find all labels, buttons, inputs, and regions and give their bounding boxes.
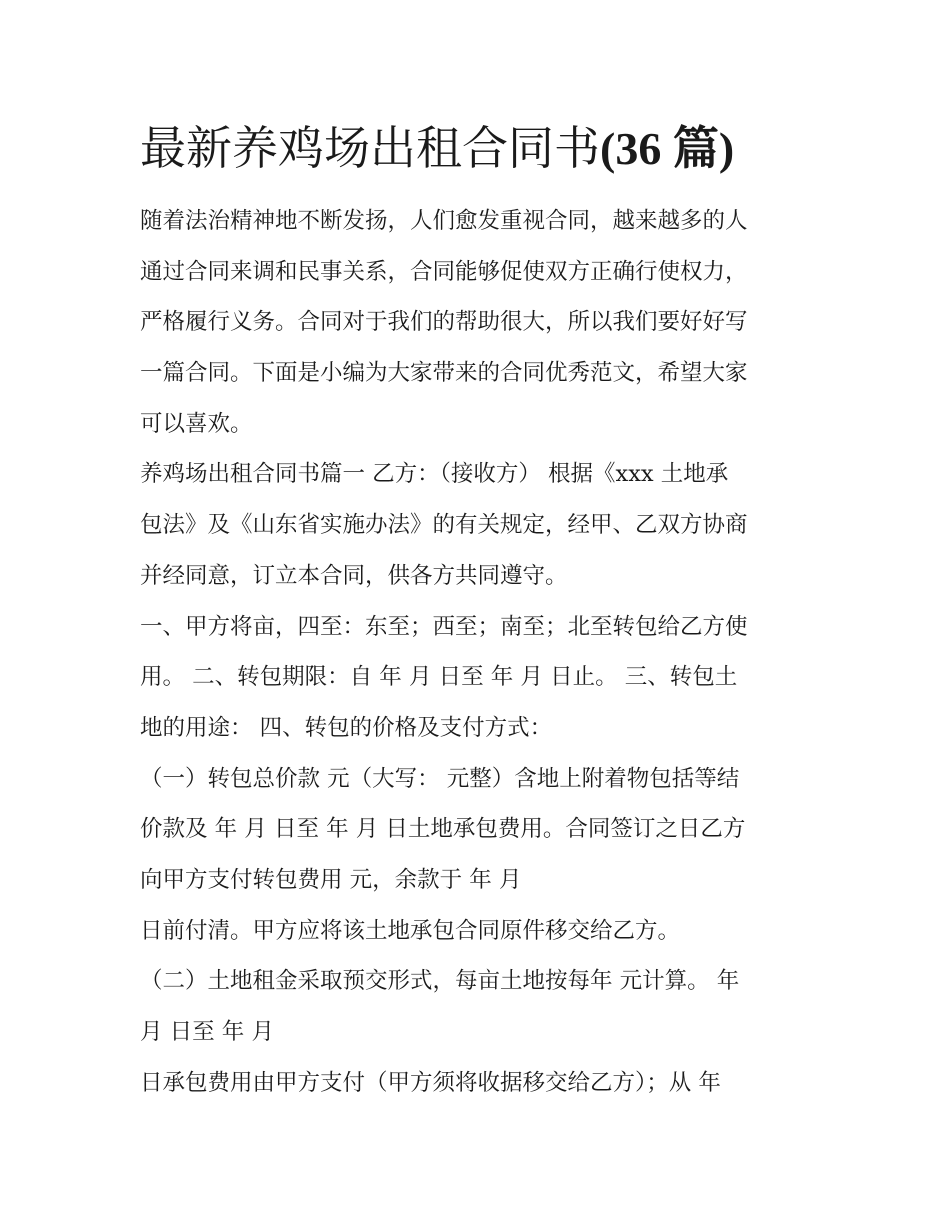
body-line: 包法》及《山东省实施办法》的有关规定，经甲、乙双方协商 [140,512,748,539]
document-body [140,196,820,1108]
body-line: 养鸡场出租合同书篇一 乙方：（接收方） 根据《xxx 土地承 [140,461,729,488]
body-line: 地的用途： 四、转包的价格及支付方式： [140,714,553,741]
body-line: 随着法治精神地不断发扬，人们愈发重视合同，越来越多的人 [140,208,748,234]
title-main: 最新养鸡场出租合同书 [140,121,600,175]
body-line: 用。 二、转包期限：自 年 月 日至 年 月 日止。 三、转包土 [140,664,738,691]
body-line: 一篇合同。下面是小编为大家带来的合同优秀范文，希望大家 [140,360,748,387]
body-line: 并经同意，订立本合同，供各方共同遵守。 [140,562,568,589]
title-suffix: (36 篇) [600,123,735,174]
body-line: 一、甲方将亩，四至：东至；西至；南至；北至转包给乙方使 [140,613,748,640]
body-line: 严格履行义务。合同对于我们的帮助很大，所以我们要好好写 [140,309,748,336]
body-line: 价款及 年 月 日至 年 月 日土地承包费用。合同签订之日乙方 [140,816,746,843]
body-line: （二）土地租金采取预交形式，每亩土地按每年 元计算。 年 [140,968,740,995]
body-line: 日承包费用由甲方支付（甲方须将收据移交给乙方）；从 年 [140,1069,721,1096]
body-line: 可以喜欢。 [140,410,253,437]
body-line: 向甲方支付转包费用 元，余款于 年 月 [140,866,522,893]
document-title [140,118,840,179]
body-line: （一）转包总价款 元（大写： 元整）含地上附着物包括等结 [140,765,740,792]
body-line: 月 日至 年 月 [140,1019,274,1045]
body-line: 日前付清。甲方应将该土地承包合同原件移交给乙方。 [140,917,681,944]
body-line: 通过合同来调和民事关系，合同能够促使双方正确行使权力， [140,258,748,285]
